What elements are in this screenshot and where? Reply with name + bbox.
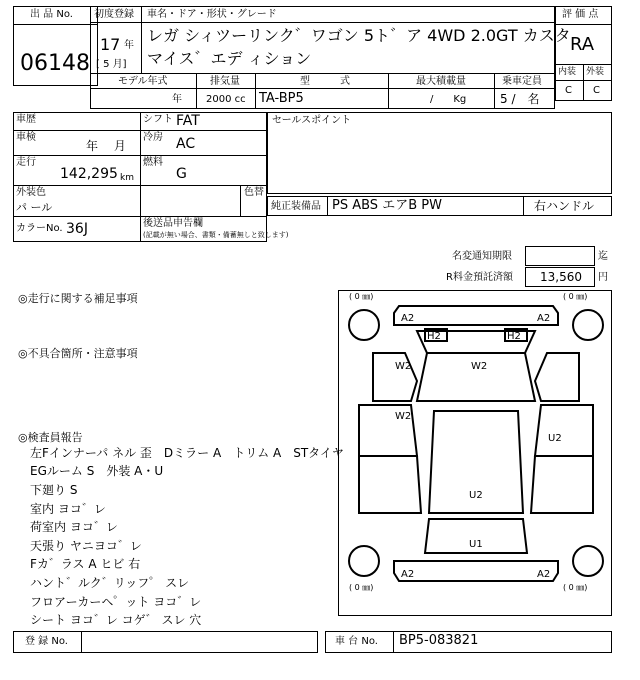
recycle-value: 13,560 [540, 270, 582, 284]
rear-bumper [394, 561, 558, 581]
damage-mark: A2 [537, 313, 551, 324]
inspector-line: フロアーカーヘ゜ット ヨコ゛レ [30, 595, 202, 609]
interior-score: C [565, 85, 572, 96]
chassis-label: 車 台 No. [335, 636, 378, 647]
car-diagram-svg [339, 291, 613, 617]
equipment-value: PS ABS エアB PW [332, 198, 442, 213]
inspector-label: ◎検査員報告 [18, 431, 83, 444]
score-label: 評 価 点 [562, 9, 599, 20]
tire-tr-label: ( 0 ㎜) [563, 292, 588, 301]
tire-br-label: ( 0 ㎜) [563, 583, 588, 592]
score-value: RA [570, 34, 595, 55]
damage-mark: U2 [469, 490, 483, 501]
color-label: 外装色 [16, 187, 46, 198]
fender-front-right [535, 353, 579, 401]
tire-front-left [349, 310, 379, 340]
tire-front-right [573, 310, 603, 340]
inspector-line: EGルーム S 外装 A・U [30, 464, 164, 478]
mileage-unit: km [120, 173, 134, 183]
car-name-line2: マイス゛エデ ィション [147, 49, 312, 68]
model-year-label: モデル年式 [118, 76, 168, 87]
door-front-right [535, 405, 593, 456]
displacement: 2000 cc [206, 94, 246, 105]
reg-label: 初度登録 [94, 9, 134, 20]
name-change-box [525, 246, 595, 266]
door-rear-right [531, 456, 593, 513]
mileage-value: 142,295 [60, 166, 118, 182]
damage-mark: A2 [537, 569, 551, 580]
front-bumper [394, 306, 558, 325]
displacement-label: 排気量 [210, 76, 240, 87]
aircon-label: 冷房 [143, 132, 163, 143]
capacity: 5 / 名 [500, 92, 540, 106]
tire-rear-right [573, 546, 603, 576]
load-label: 最大積載量 [416, 76, 466, 87]
recycle-unit: 円 [598, 272, 608, 283]
chassis-value: BP5-083821 [399, 633, 479, 648]
steering-value: 右ハンドル [534, 199, 595, 213]
name-label: 車名・ドア・形状・グレード [147, 9, 277, 20]
exterior-score: C [593, 85, 600, 96]
documents-label: 後送品申告欄 [143, 218, 203, 229]
damage-mark: W2 [471, 361, 488, 372]
inspector-line: 左Fインナーパ ネル 歪 Dミラー A トリム A STタイヤ [30, 446, 344, 460]
fuel-label: 燃料 [143, 157, 163, 168]
damage-mark: H2 [427, 331, 441, 342]
recycle-label: R料金預託済額 [446, 272, 513, 283]
equipment-label: 純正装備品 [271, 201, 321, 212]
type-label: 型 式 [300, 76, 350, 87]
color-no-value: 36J [66, 221, 88, 237]
load-value: / Kg [430, 94, 467, 105]
inspector-line: Fカ゛ラス A ヒビ 右 [30, 557, 141, 571]
aircon-value: AC [176, 136, 196, 152]
damage-mark: W2 [395, 361, 412, 372]
driving-label: ◎走行に関する補足事項 [18, 292, 138, 305]
color-no-label: カラーNo. [16, 223, 63, 234]
exterior-label: 外装 [586, 67, 605, 77]
color-value: パ ール [16, 201, 53, 214]
reg-year: 17 [100, 35, 121, 54]
mileage-label: 走行 [16, 157, 36, 168]
capacity-label: 乗車定員 [502, 76, 542, 87]
documents-note: (記載が無い場合、書類・備蓄無しと致します) [143, 231, 289, 239]
inspector-line: 天張り ヤニヨコ゛レ [30, 539, 142, 553]
damage-mark: W2 [395, 411, 412, 422]
inspector-line: 下廻り S [30, 483, 78, 497]
inspector-line: 荷室内 ヨコ゛レ [30, 520, 118, 534]
sales-point-label: セールスポイント [272, 115, 352, 126]
name-change-label: 名変通知期限 [452, 251, 512, 262]
shift-label: シフト [143, 114, 173, 125]
year-unit: 年 [124, 40, 134, 51]
recolor-label: 色替 [244, 187, 264, 198]
reg-no-label: 登 録 No. [25, 636, 68, 647]
tire-bl-label: ( 0 ㎜) [349, 583, 374, 592]
car-name-line1: レガ シィツーリンク゛ワゴン 5ト゛ア 4WD 2.0GT カスタ [147, 26, 571, 45]
damage-mark: H2 [507, 331, 521, 342]
inspector-line: シート ヨコ゛レ コゲ゛ スレ 穴 [30, 613, 202, 627]
shift-value: FAT [176, 113, 200, 129]
defect-label: ◎不具合箇所・注意事項 [18, 347, 138, 360]
fuel-value: G [176, 166, 187, 182]
type-value: TA-BP5 [259, 91, 304, 106]
lot-label: 出 品 No. [30, 9, 73, 20]
tire-tl-label: ( 0 ㎜) [349, 292, 374, 301]
inspector-line: 室内 ヨコ゛レ [30, 502, 106, 516]
inspector-line: ハント゛ルク゛リッフ゜ スレ [30, 576, 190, 590]
interior-label: 内装 [558, 67, 577, 77]
damage-mark: U2 [548, 433, 562, 444]
lot-number: 06148 [20, 51, 90, 76]
model-year-unit: 年 [172, 94, 182, 105]
car-diagram [338, 290, 612, 616]
damage-mark: U1 [469, 539, 483, 550]
damage-mark: A2 [401, 569, 415, 580]
inspection-label: 車検 [16, 132, 36, 143]
reg-month: [ 5 月] [96, 59, 127, 70]
name-change-unit: 迄 [598, 251, 608, 262]
inspection-value: 年 月 [86, 139, 126, 153]
tire-rear-left [349, 546, 379, 576]
damage-mark: A2 [401, 313, 415, 324]
door-rear-left [359, 456, 421, 513]
history-label: 車歴 [16, 114, 36, 125]
